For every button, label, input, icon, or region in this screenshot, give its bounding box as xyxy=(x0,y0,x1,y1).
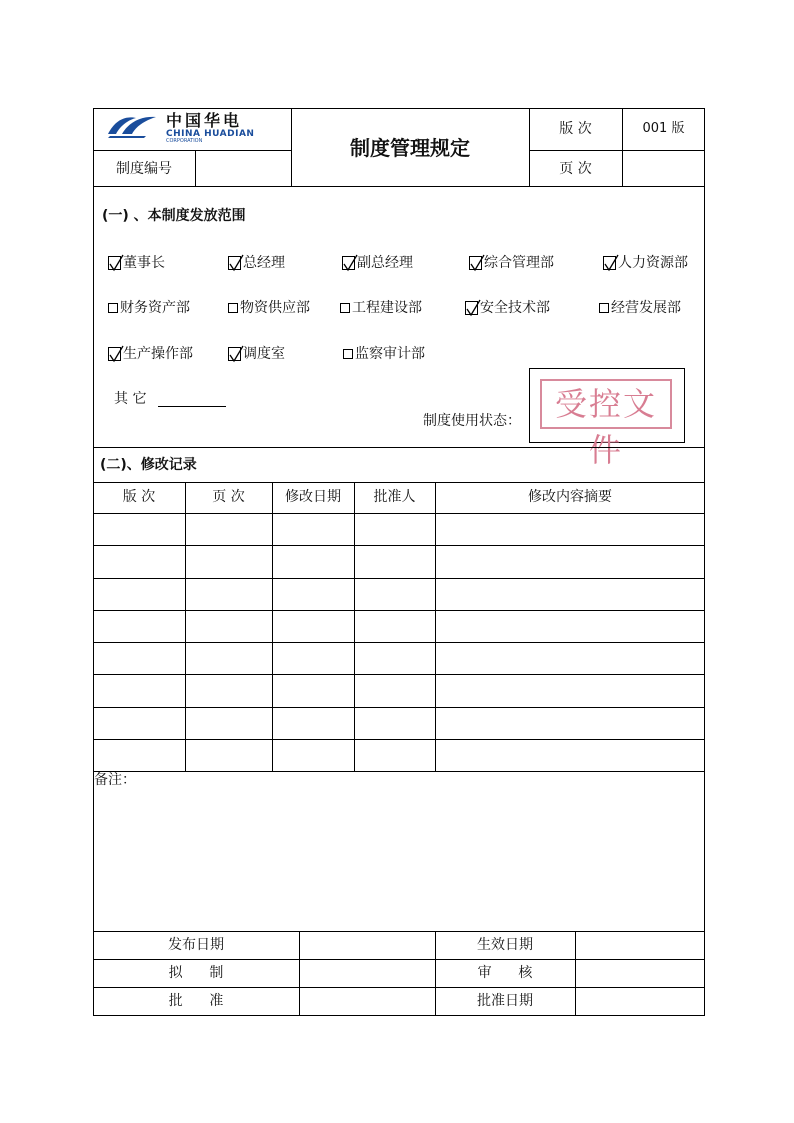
scope-item-label: 人力资源部 xyxy=(618,255,688,271)
scope-item xyxy=(603,254,688,272)
table-row-line xyxy=(93,771,705,772)
footer-vline-1 xyxy=(299,931,300,1016)
table-header-cell: 修改内容摘要 xyxy=(528,489,612,505)
scope-item-label: 调度室 xyxy=(243,346,285,362)
scope-item-label: 监察审计部 xyxy=(355,346,425,362)
table-header-cell: 页 次 xyxy=(212,489,245,505)
checkbox-icon[interactable] xyxy=(108,303,118,313)
table-row-line xyxy=(93,545,705,546)
draft-label: 拟 制 xyxy=(168,965,224,981)
table-row-line xyxy=(93,513,705,514)
publish-date-label: 发布日期 xyxy=(168,937,224,953)
table-row-line xyxy=(93,674,705,675)
remarks-label: 备注： xyxy=(94,772,136,788)
header-bottom-line xyxy=(93,186,705,187)
logo-chinese-text: 中国华电 xyxy=(166,111,243,130)
checked-box-icon[interactable] xyxy=(342,256,355,270)
scope-item xyxy=(340,299,422,317)
revisions-heading: (二)、修改记录 xyxy=(100,457,197,473)
table-row-line xyxy=(93,578,705,579)
scope-item-label: 经营发展部 xyxy=(611,300,681,316)
checked-box-icon[interactable] xyxy=(465,301,478,315)
checked-box-icon[interactable] xyxy=(228,347,241,361)
approve-label: 批 准 xyxy=(168,993,224,1009)
scope-item xyxy=(228,345,285,363)
scope-item-label: 安全技术部 xyxy=(480,300,550,316)
other-underline[interactable] xyxy=(158,406,226,407)
table-header-cell: 版 次 xyxy=(122,489,156,505)
header-vline-code xyxy=(195,150,196,186)
table-header-cell: 批准人 xyxy=(373,489,416,505)
scope-item xyxy=(465,299,550,317)
scope-item-label: 生产操作部 xyxy=(123,346,193,362)
checkbox-icon[interactable] xyxy=(340,303,350,313)
footer-line-2 xyxy=(93,987,705,988)
code-label: 制度编号 xyxy=(116,161,172,177)
table-row-line xyxy=(93,707,705,708)
table-row-line xyxy=(93,610,705,611)
scope-item-label: 工程建设部 xyxy=(352,300,422,316)
other-label: 其 它 xyxy=(114,391,147,407)
effective-date-label: 生效日期 xyxy=(477,937,533,953)
header-divider-left xyxy=(93,150,291,151)
scope-item xyxy=(342,254,413,272)
scope-item-label: 财务资产部 xyxy=(120,300,190,316)
scope-item-label: 综合管理部 xyxy=(484,255,554,271)
table-row-line xyxy=(93,739,705,740)
checkbox-icon[interactable] xyxy=(343,349,353,359)
document-title: 制度管理规定 xyxy=(350,136,470,160)
table-column-divider xyxy=(435,482,436,771)
edition-value: 001 版 xyxy=(642,121,685,136)
table-row-line xyxy=(93,642,705,643)
china-huadian-logo xyxy=(106,112,280,144)
remarks-bottom-line xyxy=(93,931,705,932)
header-vline-value xyxy=(622,108,623,186)
scope-item xyxy=(343,345,425,363)
footer-vline-3 xyxy=(575,931,576,1016)
table-column-divider xyxy=(272,482,273,771)
scope-item xyxy=(108,345,193,363)
scope-item-label: 董事长 xyxy=(123,255,165,271)
approve-date-label: 批准日期 xyxy=(477,993,533,1009)
checked-box-icon[interactable] xyxy=(108,347,121,361)
header-divider-right xyxy=(529,150,705,151)
edition-label: 版 次 xyxy=(559,121,592,137)
scope-item xyxy=(108,254,165,272)
review-label: 审 核 xyxy=(477,965,533,981)
page-label: 页 次 xyxy=(559,161,592,177)
scope-item-label: 副总经理 xyxy=(357,255,413,271)
checked-box-icon[interactable] xyxy=(603,256,616,270)
controlled-document-stamp: 受控文件 xyxy=(540,379,672,429)
scope-heading: (一) 、本制度发放范围 xyxy=(102,208,246,224)
checked-box-icon[interactable] xyxy=(228,256,241,270)
checkbox-icon[interactable] xyxy=(228,303,238,313)
checked-box-icon[interactable] xyxy=(469,256,482,270)
checkbox-icon[interactable] xyxy=(599,303,609,313)
logo-swoosh-icon xyxy=(106,114,162,138)
logo-english-text: CHINA HUADIAN xyxy=(166,129,255,139)
scope-item xyxy=(599,299,681,317)
table-header-cell: 修改日期 xyxy=(285,489,341,505)
scope-bottom-line xyxy=(93,447,705,448)
status-label: 制度使用状态： xyxy=(423,413,521,429)
stamp-frame xyxy=(529,368,685,469)
scope-item xyxy=(228,254,285,272)
table-column-divider xyxy=(354,482,355,771)
scope-item xyxy=(469,254,554,272)
logo-english-sub: CORPORATION xyxy=(166,138,203,144)
footer-line-1 xyxy=(93,959,705,960)
checked-box-icon[interactable] xyxy=(108,256,121,270)
table-column-divider xyxy=(185,482,186,771)
scope-item-label: 总经理 xyxy=(243,255,285,271)
scope-item xyxy=(228,299,310,317)
scope-item-label: 物资供应部 xyxy=(240,300,310,316)
scope-item xyxy=(108,299,190,317)
